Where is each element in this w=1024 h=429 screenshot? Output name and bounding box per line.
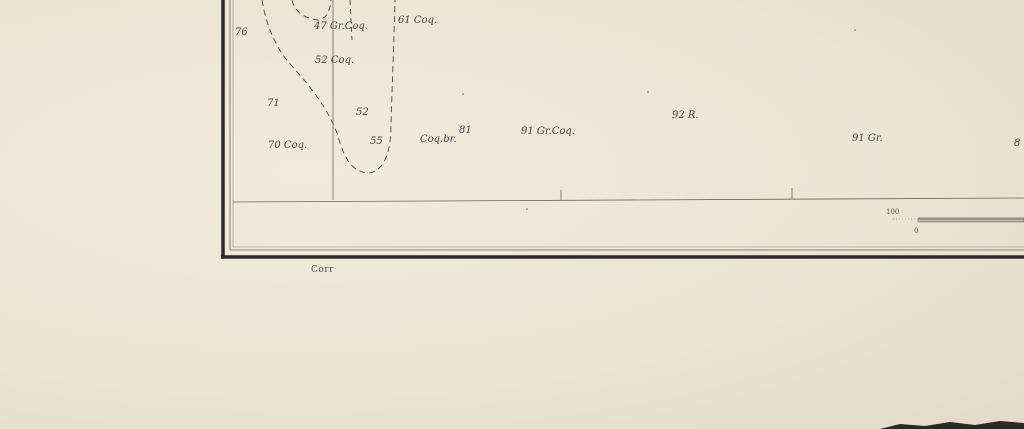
sounding-coq-br: Coq.br.: [420, 134, 457, 145]
depth-contour-vertical: [350, 0, 352, 40]
sounding-52: 52: [356, 107, 369, 118]
sounding-71: 71: [267, 98, 280, 109]
sounding-91-gr-coq: 91 Gr.Coq.: [521, 126, 576, 137]
sounding-47-gr-coq: 47 Gr.Coq.: [314, 21, 369, 32]
sounding-70-coq: 70 Coq.: [268, 140, 308, 151]
border-band-line: [233, 198, 1024, 202]
survey-dot: [526, 208, 528, 210]
sounding-55: 55: [370, 136, 383, 147]
paper-edge-shadow: [880, 421, 1024, 429]
sounding-76: 76: [235, 27, 248, 38]
sounding-91-gr: 91 Gr.: [852, 133, 883, 144]
engraver-note: Corr: [311, 265, 334, 275]
sounding-52-coq: 52 Coq.: [315, 55, 355, 66]
sounding-8: 8: [1014, 138, 1021, 149]
depth-contour-inner: [292, 0, 331, 20]
sounding-81: 81: [459, 125, 472, 136]
scale-bar-body: [918, 219, 1024, 222]
survey-dot: [462, 93, 464, 95]
scale-label-0: 0: [914, 227, 919, 235]
survey-dot: [854, 29, 856, 31]
scale-label-100: 100: [886, 208, 900, 216]
survey-dot: [647, 91, 649, 93]
sounding-92-r: 92 R.: [672, 110, 699, 121]
sounding-61-coq: 61 Coq.: [398, 15, 438, 26]
